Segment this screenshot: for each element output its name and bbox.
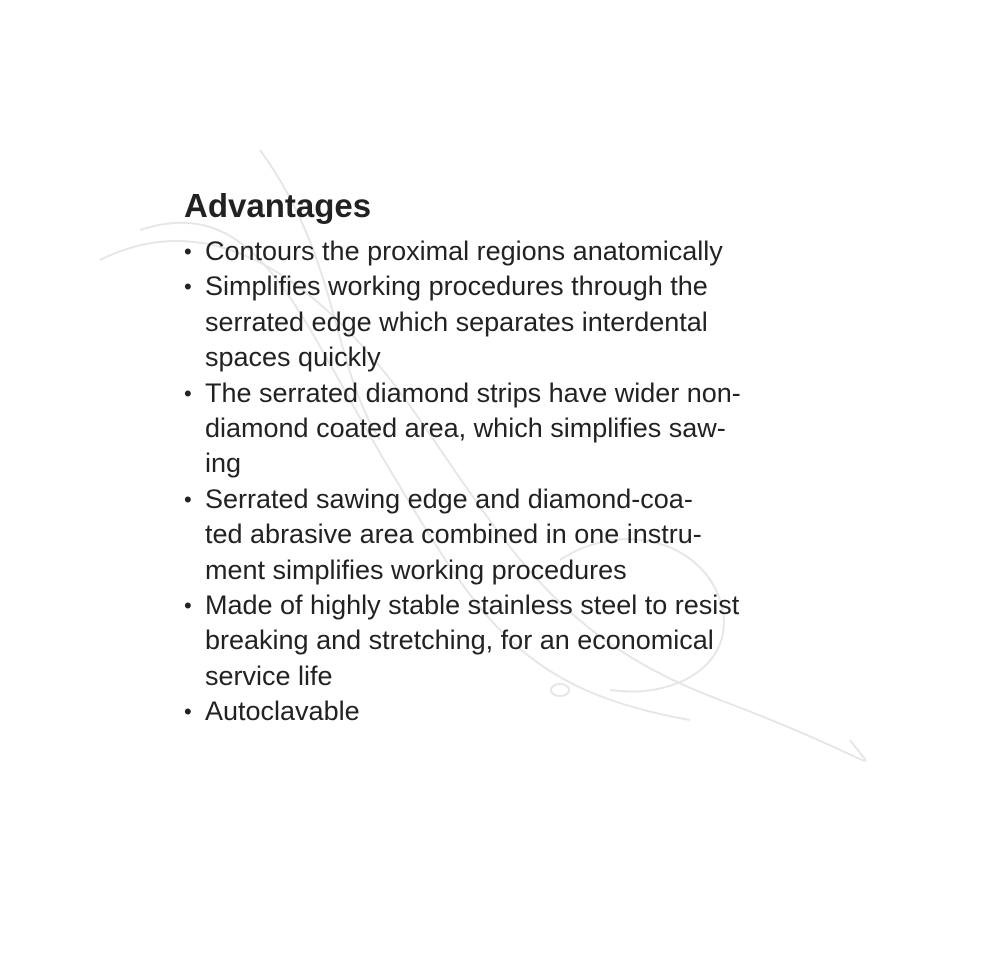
- bullet-icon: •: [184, 699, 192, 725]
- bullet-icon: •: [184, 239, 192, 264]
- list-item-text-line: diamond coated area, which simplifies saw-: [205, 413, 726, 444]
- list-item-text-line: Autoclavable: [205, 696, 360, 727]
- list-item-text-line: Made of highly stable stainless steel to resist: [205, 590, 740, 621]
- list-item-text-line: service life: [205, 660, 333, 691]
- list-item-text-line: breaking and stretching, for an economical: [205, 625, 714, 656]
- list-item-text-line: ing: [205, 448, 242, 479]
- list-item: [184, 588, 824, 694]
- advantages-list: [184, 234, 824, 730]
- list-item: [184, 694, 824, 729]
- list-item-text-line: The serrated diamond strips have wider non-: [205, 377, 741, 408]
- list-item: [184, 269, 824, 375]
- list-item-text-line: Serrated sawing edge and diamond-coa-: [205, 483, 693, 514]
- bullet-icon: •: [184, 380, 192, 406]
- list-item-text-line: Contours the proximal regions anatomically: [205, 236, 723, 266]
- list-item-text-line: spaces quickly: [205, 342, 381, 373]
- section-heading: Advantages: [184, 187, 372, 224]
- advantages-section: [184, 186, 824, 730]
- list-item-text-line: Simplifies working procedures through the: [205, 271, 708, 302]
- list-item: [184, 482, 824, 588]
- list-item-text-line: serrated edge which separates interdental: [205, 306, 708, 337]
- bullet-icon: •: [184, 593, 192, 619]
- bullet-icon: •: [184, 274, 192, 300]
- list-item: [184, 376, 824, 482]
- list-item: [184, 234, 824, 269]
- bullet-icon: •: [184, 486, 192, 512]
- list-item-text-line: ment simplifies working procedures: [205, 554, 627, 585]
- list-item-text-line: ted abrasive area combined in one instru-: [205, 519, 702, 550]
